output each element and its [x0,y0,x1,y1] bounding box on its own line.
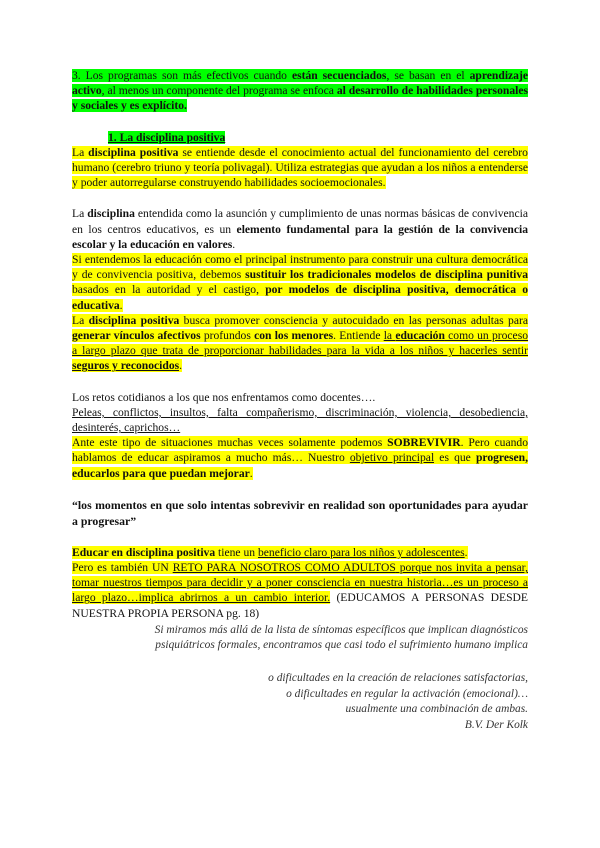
p4-bold-minors: con los menores [254,329,334,343]
heading-text: 1. La disciplina positiva [108,130,226,144]
p2-text-a: La [72,207,88,221]
section-heading [72,130,528,145]
intro-text-2: , se basan en el [386,69,470,82]
p7-bold-educate: Educar en disciplina positiva [72,545,216,559]
p5-challenges-list: Peleas, conflictos, insultos, falta compañerismo, discriminación, violencia, desobediencia, desinterés, caprichos… [72,405,528,435]
paragraph-4 [72,313,528,374]
poem-line-4: o dificultades en regular la activación (emocional)… [286,687,528,700]
p4-text-g: . Entiende [333,329,384,343]
paragraph-6 [72,435,528,481]
p8-underline-challenge: RETO PARA NOSOTROS COMO ADULTOS [172,561,396,575]
p2-text-e: . [232,237,236,251]
p5-challenges-intro: Los retos cotidianos a los que nos enfrentamos como docentes…. [72,390,376,404]
paragraph-5 [72,390,528,405]
p3-text-a: Si entendemos la educación como el principal instrumento para construir una cultura democrática y de convivencia positiva, debemos [72,253,528,282]
p8-citation: (EDUCAMOS A PERSONAS DESDE NUESTRA PROPIA PERSONA pg. 18) [72,591,528,620]
p7-text-d: . [464,545,468,559]
p4-bold-bonds: generar vínculos afectivos [72,329,201,343]
intro-bold-active-learning: aprendizaje activo [72,69,528,98]
intro-bold-sequenced: están secuenciados [291,69,387,82]
p3-text-c: basados en la autoridad y el castigo, [72,283,266,297]
poem-signature: B.V. Der Kolk [464,718,528,731]
p2-bold-element: elemento fundamental para la gestión de la convivencia escolar y la educación en valores [72,222,528,251]
p6-bold-survive: SOBREVIVIR [387,436,461,450]
p7-underline-benefit: beneficio claro para los niños y adolescentes [257,545,465,559]
document-page [72,68,528,733]
p8-underline-rest: porque nos invita a pensar, tomar nuestros tiempos para decidir y a poner consciencia en nuestra historia…es un proceso a largo plazo…implica abrirnos a un cambio interior. [72,561,528,605]
poem-line-5: usualmente una combinación de ambas. [345,703,528,716]
p6-text-a: Ante este tipo de situaciones muchas veces solamente podemos [72,436,388,450]
poem-line-3: o dificultades en la creación de relaciones satisfactorias, [268,672,528,685]
p4-bold-safe: seguros y reconocidos [72,359,180,373]
p6-text-g: . [249,466,253,480]
p2-text-c: entendida como la asunción y cumplimiento de unas normas básicas de convivencia en los centros educativos, es un [72,207,528,236]
paragraph-1 [72,145,528,191]
intro-paragraph [72,68,528,114]
intro-bold-skills: al desarrollo de habilidades personales y sociales y es explícito. [72,84,528,113]
p4-text-e: profundos [200,329,255,343]
intro-text-3: , al menos un componente del programa se enfoca [101,84,337,98]
quote: “los momentos en que solo intentas sobrevivir en realidad son oportunidades para ayudar a progresar” [72,497,528,528]
intro-text-1: 3. Los programas son más efectivos cuando [72,69,292,82]
paragraph-8 [72,560,528,621]
poem-line-2: psiquiátricos formales, encontramos que casi todo el sufrimiento humano implica [155,639,528,652]
p1-bold: disciplina positiva [88,145,179,159]
p3-bold-replace: sustituir los tradicionales modelos de disciplina punitiva [245,268,528,282]
paragraph-3 [72,252,528,313]
p6-bold-progress: progresen, educarlos para que puedan mejorar [72,451,529,480]
p3-text-e: . [119,298,123,312]
p8-text-a: Pero es también UN [72,561,173,575]
p4-bold-dp: disciplina positiva [88,313,180,327]
p4-text-a: La [72,313,89,327]
p6-text-e: es que [434,451,476,465]
p1-text-a: La [72,145,89,159]
p6-underline-objective: objetivo principal [349,451,435,465]
p3-bold-models: por modelos de disciplina positiva, democrática o educativa [72,283,528,312]
p4-bold-education: educación [395,329,445,343]
p2-bold-disciplina: disciplina [87,207,135,221]
p4-text-c: busca promover consciencia y autocuidado en las personas adultas para [179,313,528,327]
poem-line-1: Si miramos más allá de la lista de síntomas específicos que implican diagnósticos [154,623,528,636]
p1-text-c: se entiende desde el conocimiento actual del funcionamiento del cerebro humano (cerebro triuno y teoría polivagal). Utiliza estrategias que ayudan a los niños a entenderse y poder autorregularse construyendo habilidades socioemocionales. [72,145,528,190]
p7-text-b: tiene un [215,545,258,559]
p6-text-c: . Pero cuando hablamos de educar aspiramos a mucho más… Nuestro [72,436,528,465]
paragraph-7 [72,545,528,560]
paragraph-2 [72,206,528,252]
p4-underline-la: la [383,329,396,343]
p4-underline-process: como un proceso a largo plazo que trata de proporcionar habilidades para la vida a los niños y hacerles sentir [72,329,529,358]
p4-text-l: . [179,359,183,373]
paragraph-5-list [72,405,528,435]
